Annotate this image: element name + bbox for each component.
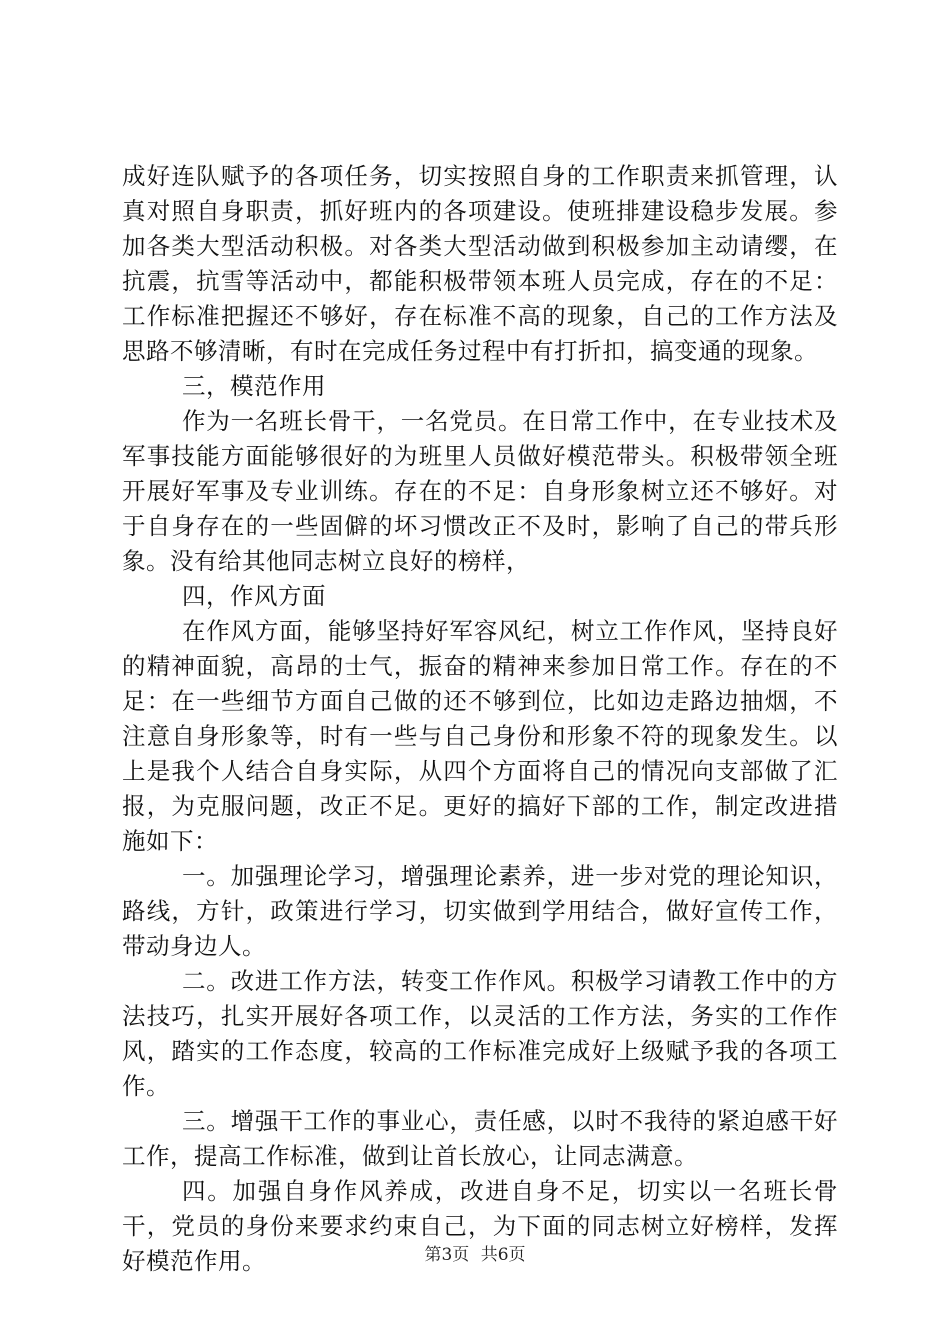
paragraph-continuation: 成好连队赋予的各项任务，切实按照自身的工作职责来抓管理，认真对照自身职责，抓好班内的各项建设。使班排建设稳步发展。参加各类大型活动积极。对各类大型活动做到积极参加主动请缨，在抗震，抗雪等活动中，都能积极带领本班人员完成，存在的不足：工作标准把握还不够好，存在标准不高的现象，自己的工作方法及思路不够清晰，有时在完成任务过程中有打折扣，搞变通的现象。 [122,162,838,365]
paragraph-work-style: 在作风方面，能够坚持好军容风纪，树立工作作风，坚持良好的精神面貌，高昂的士气，振奋的精神来参加日常工作。存在的不足：在一些细节方面自己做的还不够到位，比如边走路边抽烟，不注意自身形象等，时有一些与自己身份和形象不符的现象发生。以上是我个人结合自身实际，从四个方面将自己的情况向支部做了汇报，为克服问题，改正不足。更好的搞好下部的工作，制定改进措施如下： [122,617,838,855]
measure-item-4: 四。加强自身作风养成，改进自身不足，切实以一名班长骨干，党员的身份来要求约束自己，为下面的同志树立好榜样，发挥好模范作用。 [122,1177,838,1275]
measure-item-2: 二。改进工作方法，转变工作作风。积极学习请教工作中的方法技巧，扎实开展好各项工作，以灵活的工作方法，务实的工作作风，踏实的工作态度，较高的工作标准完成好上级赋予我的各项工作。 [122,967,838,1100]
page-footer [0,1244,950,1266]
paragraph-model-role: 作为一名班长骨干，一名党员。在日常工作中，在专业技术及军事技能方面能够很好的为班里人员做好模范带头。积极带领全班开展好军事及专业训练。存在的不足：自身形象树立还不够好。对于自身存在的一些固僻的坏习惯改正不及时，影响了自己的带兵形象。没有给其他同志树立良好的榜样， [122,407,838,575]
measure-item-1: 一。加强理论学习，增强理论素养，进一步对党的理论知识，路线，方针，政策进行学习，切实做到学用结合，做好宣传工作，带动身边人。 [122,862,838,960]
document-body [122,159,838,1279]
page-number: 第3页 [424,1245,470,1265]
page-total: 共6页 [480,1245,526,1265]
section-heading-4: 四，作风方面 [182,582,326,610]
section-heading-3: 三，模范作用 [182,372,326,400]
measure-item-3: 三。增强干工作的事业心，责任感，以时不我待的紧迫感干好工作，提高工作标准，做到让首长放心，让同志满意。 [122,1107,838,1170]
